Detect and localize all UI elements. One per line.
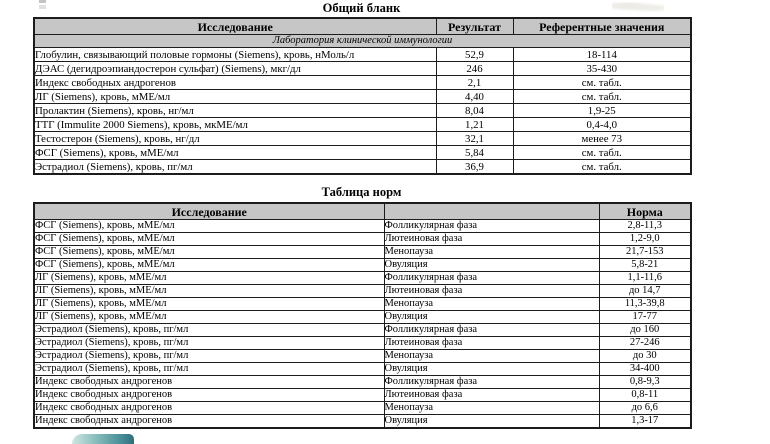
study-cell: Индекс свободных андрогенов <box>34 415 384 429</box>
norm-cell: 1,3-17 <box>599 415 691 429</box>
reference-cell: менее 73 <box>513 132 691 146</box>
norm-cell: 27-246 <box>599 337 691 350</box>
study-cell: Индекс свободных андрогенов <box>34 376 384 389</box>
general-table-row <box>34 62 691 76</box>
general-table-row <box>34 104 691 118</box>
result-cell: 246 <box>436 62 513 76</box>
norms-table-row <box>34 259 691 272</box>
norm-cell: 0,8-9,3 <box>599 376 691 389</box>
general-results-table <box>33 17 692 175</box>
study-cell: Эстрадиол (Siemens), кровь, пг/мл <box>34 350 384 363</box>
norms-table-row <box>34 402 691 415</box>
lab-section-label: Лаборатория клинической иммунологии <box>34 35 691 48</box>
norms-table-row <box>34 246 691 259</box>
study-cell: Индекс свободных андрогенов <box>34 389 384 402</box>
general-table-header-row <box>34 18 691 35</box>
lab-section-row <box>34 35 691 48</box>
study-cell: Пролактин (Siemens), кровь, нг/мл <box>34 104 436 118</box>
study-cell: ФСГ (Siemens), кровь, мМЕ/мл <box>34 220 384 233</box>
norm-cell: 2,8-11,3 <box>599 220 691 233</box>
col-header-result: Результат <box>436 18 513 35</box>
norm-cell: 5,8-21 <box>599 259 691 272</box>
study-cell: ЛГ (Siemens), кровь, мМЕ/мл <box>34 311 384 324</box>
lab-logo-fragment <box>72 434 134 444</box>
col-header-study: Исследование <box>34 203 384 220</box>
norms-table-row <box>34 415 691 429</box>
phase-cell: Овуляция <box>384 311 599 324</box>
norm-cell: до 14,7 <box>599 285 691 298</box>
result-cell: 4,40 <box>436 90 513 104</box>
col-header-norm: Норма <box>599 203 691 220</box>
norms-table-row <box>34 285 691 298</box>
phase-cell: Менопауза <box>384 350 599 363</box>
norm-cell: 11,3-39,8 <box>599 298 691 311</box>
study-cell: ЛГ (Siemens), кровь, мМЕ/мл <box>34 272 384 285</box>
reference-cell: 1,9-25 <box>513 104 691 118</box>
norm-cell: 34-400 <box>599 363 691 376</box>
reference-cell: 0,4-4,0 <box>513 118 691 132</box>
study-cell: ДЭАС (дегидроэпиандостерон сульфат) (Siemens), мкг/дл <box>34 62 436 76</box>
phase-cell: Менопауза <box>384 402 599 415</box>
result-cell: 1,21 <box>436 118 513 132</box>
phase-cell: Овуляция <box>384 415 599 429</box>
phase-cell: Фолликулярная фаза <box>384 376 599 389</box>
norms-table <box>33 202 692 429</box>
norms-table-title: Таблица норм <box>321 185 402 199</box>
norm-cell: до 6,6 <box>599 402 691 415</box>
result-cell: 36,9 <box>436 160 513 175</box>
study-cell: Индекс свободных андрогенов <box>34 402 384 415</box>
study-cell: Эстрадиол (Siemens), кровь, пг/мл <box>34 324 384 337</box>
study-cell: ФСГ (Siemens), кровь, мМЕ/мл <box>34 259 384 272</box>
norm-cell: 1,2-9,0 <box>599 233 691 246</box>
general-form-title: Общий бланк <box>322 1 401 15</box>
phase-cell: Лютеиновая фаза <box>384 285 599 298</box>
norm-cell: 21,7-153 <box>599 246 691 259</box>
phase-cell: Фолликулярная фаза <box>384 272 599 285</box>
general-table-row <box>34 146 691 160</box>
norm-cell: 0,8-11 <box>599 389 691 402</box>
phase-cell: Лютеиновая фаза <box>384 233 599 246</box>
phase-cell: Лютеиновая фаза <box>384 337 599 350</box>
study-cell: Глобулин, связывающий половые гормоны (Siemens), кровь, нМоль/л <box>34 48 436 62</box>
phase-cell: Овуляция <box>384 363 599 376</box>
phase-cell: Менопауза <box>384 298 599 311</box>
study-cell: Эстрадиол (Siemens), кровь, пг/мл <box>34 337 384 350</box>
norms-table-row <box>34 350 691 363</box>
general-table-row <box>34 118 691 132</box>
reference-cell: 35-430 <box>513 62 691 76</box>
study-cell: ЛГ (Siemens), кровь, мМЕ/мл <box>34 90 436 104</box>
study-cell: ФСГ (Siemens), кровь, мМЕ/мл <box>34 246 384 259</box>
study-cell: ФСГ (Siemens), кровь, мМЕ/мл <box>34 146 436 160</box>
norms-table-row <box>34 324 691 337</box>
reference-cell: см. табл. <box>513 90 691 104</box>
phase-cell: Фолликулярная фаза <box>384 324 599 337</box>
study-cell: Индекс свободных андрогенов <box>34 76 436 90</box>
result-cell: 5,84 <box>436 146 513 160</box>
reference-cell: см. табл. <box>513 76 691 90</box>
norms-table-row <box>34 337 691 350</box>
norms-table-row <box>34 363 691 376</box>
norm-cell: до 30 <box>599 350 691 363</box>
general-table-row <box>34 132 691 146</box>
norms-table-row <box>34 272 691 285</box>
general-table-row <box>34 160 691 175</box>
norms-table-row <box>34 298 691 311</box>
phase-cell: Фолликулярная фаза <box>384 220 599 233</box>
reference-cell: см. табл. <box>513 160 691 175</box>
general-table-row <box>34 76 691 90</box>
study-cell: Эстрадиол (Siemens), кровь, пг/мл <box>34 363 384 376</box>
norms-table-row <box>34 233 691 246</box>
result-cell: 8,04 <box>436 104 513 118</box>
study-cell: ФСГ (Siemens), кровь, мМЕ/мл <box>34 233 384 246</box>
reference-cell: см. табл. <box>513 146 691 160</box>
result-cell: 52,9 <box>436 48 513 62</box>
norm-cell: 17-77 <box>599 311 691 324</box>
result-cell: 32,1 <box>436 132 513 146</box>
norm-cell: до 160 <box>599 324 691 337</box>
norms-table-row <box>34 376 691 389</box>
study-cell: Эстрадиол (Siemens), кровь, пг/мл <box>34 160 436 175</box>
norms-table-row <box>34 311 691 324</box>
norms-table-row <box>34 220 691 233</box>
phase-cell: Лютеиновая фаза <box>384 389 599 402</box>
col-header-reference: Референтные значения <box>513 18 691 35</box>
general-table-row <box>34 90 691 104</box>
norm-cell: 1,1-11,6 <box>599 272 691 285</box>
study-cell: ЛГ (Siemens), кровь, мМЕ/мл <box>34 285 384 298</box>
general-table-row <box>34 48 691 62</box>
phase-cell: Овуляция <box>384 259 599 272</box>
study-cell: ЛГ (Siemens), кровь, мМЕ/мл <box>34 298 384 311</box>
reference-cell: 18-114 <box>513 48 691 62</box>
study-cell: Тестостерон (Siemens), кровь, нг/дл <box>34 132 436 146</box>
norms-table-header-row <box>34 203 691 220</box>
result-cell: 2,1 <box>436 76 513 90</box>
col-header-study: Исследование <box>34 18 436 35</box>
col-header-phase <box>384 203 599 220</box>
phase-cell: Менопауза <box>384 246 599 259</box>
norms-table-row <box>34 389 691 402</box>
study-cell: ТТГ (Immulite 2000 Siemens), кровь, мкМЕ/мл <box>34 118 436 132</box>
